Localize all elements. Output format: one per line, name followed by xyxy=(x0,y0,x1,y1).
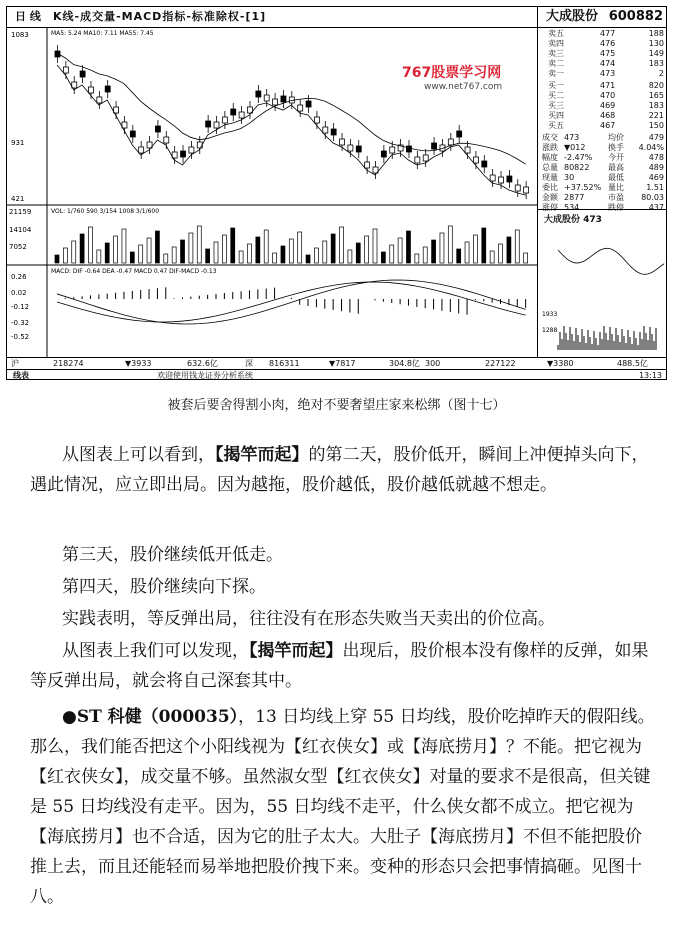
ma-legend: MA5: 5.24 MA10: 7.11 MA55: 7.45 xyxy=(51,30,154,37)
volume-bar xyxy=(373,229,377,263)
macd-pane xyxy=(57,280,526,324)
quote-stat-row: 委比 +37.52% 量比 1.51 xyxy=(542,183,664,192)
index-item: 632.6亿 xyxy=(187,359,218,368)
vol-tick-2: 14104 xyxy=(9,226,32,234)
quote-stat-row: 总量 80822 最高 489 xyxy=(542,163,664,172)
quote-row: 买五 467 150 xyxy=(548,121,664,130)
quote-stat-row: 现量 30 最低 469 xyxy=(542,173,664,182)
quote-row: 卖四 476 130 xyxy=(548,39,664,48)
volume-bars xyxy=(55,226,528,263)
quote-stat-row: 成交 473 均价 479 xyxy=(542,133,664,142)
candle-body xyxy=(164,137,169,143)
candle-body xyxy=(239,112,244,118)
stock-code: 600882 xyxy=(608,9,663,24)
volume-bar xyxy=(97,250,101,263)
volume-bar xyxy=(289,239,293,263)
volume-bar xyxy=(231,228,235,263)
status-bar xyxy=(7,369,667,380)
volume-bar xyxy=(139,245,143,263)
volume-bar xyxy=(507,237,511,263)
volume-bar xyxy=(323,241,327,263)
index-item: 488.5亿 xyxy=(617,359,648,368)
quote-row: 买一 471 820 xyxy=(548,81,664,90)
paragraph-6: ●ST 科健（000035），13 日均线上穿 55 日均线，股价吃掉昨天的假阳线。那么，我们能否把这个小阳线视为【红衣侠女】或【海底捞月】？不能。把它视为【红衣侠女】，成交量不够。虽然淑女型【红衣侠女】对量的要求不是很高，但关键是 55 日均线没有走平。因为，55 日均线不走平，什么侠女都不成立。把它视为【海底捞月】也不合适，因为它的肚子太大。大肚子【海底捞月】不但不能把股价推上去，而且还能轻而易举地把股价拽下来。变种的形态只会把事情搞砸。见图十八。 xyxy=(30,707,655,907)
stock-chart-screenshot xyxy=(6,6,667,380)
minichart-vol-tick: 1933 xyxy=(542,311,558,318)
candle-body xyxy=(406,146,411,152)
quote-stat-row: 幅度 -2.47% 今开 478 xyxy=(542,153,664,162)
index-item: ▼3380 xyxy=(547,359,574,368)
candle-body xyxy=(499,177,504,183)
volume-bar xyxy=(331,234,335,263)
candle-body xyxy=(515,185,520,191)
volume-bar xyxy=(440,233,444,263)
candle-body xyxy=(256,91,261,97)
candle-body xyxy=(97,97,102,103)
volume-bar xyxy=(432,240,436,263)
macd-tick-1: 0.26 xyxy=(11,273,27,281)
index-item: ▼3933 xyxy=(125,359,152,368)
quote-row: 卖五 477 188 xyxy=(548,29,664,38)
volume-bar xyxy=(88,227,92,263)
status-time: 13:13 xyxy=(638,371,662,380)
volume-bar xyxy=(473,235,477,263)
quote-row: 买三 469 183 xyxy=(548,101,664,110)
index-item: ▼7817 xyxy=(329,359,356,368)
paragraph-1: 从图表上可以看到，【揭竿而起】的第二天，股价低开，瞬间上冲便掉头向下，遇此情况，应立即出局。因为越拖，股价越低，股价越低就越不想走。 xyxy=(30,445,649,495)
macd-tick-5: -0.52 xyxy=(11,333,30,341)
candle-body xyxy=(448,139,453,145)
macd-legend: MACD: DIF -0.64 DEA -0.47 MACD 0.47 DIF-MACD -0.13 xyxy=(51,268,217,275)
figure-caption: 被套后要舍得割小肉，绝对不要奢望庄家来松绑（图十七） xyxy=(167,398,506,413)
candle-body xyxy=(105,86,110,92)
candle-body xyxy=(130,131,135,137)
volume-bar xyxy=(256,237,260,263)
candle-body xyxy=(181,151,186,157)
candle-body xyxy=(88,87,93,93)
index-item: 218274 xyxy=(53,359,84,368)
paragraph-4: 实践表明，等反弹出局，往往没有在形态失败当天卖出的价位高。 xyxy=(62,609,555,629)
volume-bar xyxy=(239,251,243,263)
volume-bar xyxy=(482,228,486,263)
candle-body xyxy=(340,139,345,145)
volume-bar xyxy=(415,254,419,263)
candle-body xyxy=(381,151,386,157)
volume-bar xyxy=(298,232,302,263)
volume-bar xyxy=(72,241,76,263)
candle-body xyxy=(80,71,85,77)
volume-bar xyxy=(189,233,193,263)
candle-body xyxy=(139,147,144,153)
volume-bar xyxy=(172,247,176,263)
candle-body xyxy=(524,187,529,193)
volume-bar xyxy=(524,253,528,263)
chart-title-bar xyxy=(7,7,537,28)
watermark-url: www.net767.com xyxy=(424,82,503,92)
volume-bar xyxy=(490,251,494,263)
volume-bar xyxy=(247,244,251,263)
price-tick-low: 421 xyxy=(11,195,25,203)
paragraph-3: 第四天，股价继续向下探。 xyxy=(62,577,266,597)
watermark-logo: 767股票学习网 xyxy=(402,65,502,81)
volume-bar xyxy=(448,226,452,263)
candle-body xyxy=(432,143,437,149)
volume-bar xyxy=(465,242,469,263)
price-tick-mid: 931 xyxy=(11,139,25,147)
volume-bar xyxy=(164,254,168,263)
vol-legend: VOL: 1/760 590 3/154 1008 3/1/600 xyxy=(51,208,160,215)
paragraph-5: 从图表上我们可以发现，【揭竿而起】出现后，股价根本没有像样的反弹，如果等反弹出局，就会将自己深套其中。 xyxy=(30,641,649,691)
index-item: 304.8亿 xyxy=(389,359,420,368)
candle-body xyxy=(482,161,487,167)
vol-tick-1: 21159 xyxy=(9,208,32,216)
index-item: 深 xyxy=(245,359,253,368)
candle-body xyxy=(390,147,395,153)
candle-body xyxy=(214,122,219,128)
volume-bar xyxy=(348,250,352,263)
volume-bar xyxy=(340,227,344,263)
chart-area[interactable] xyxy=(7,27,537,367)
candle-body xyxy=(465,147,470,153)
volume-bar xyxy=(147,238,151,263)
volume-bar xyxy=(423,247,427,263)
candle-body xyxy=(423,155,428,161)
index-item: 227122 xyxy=(485,359,516,368)
period-label[interactable]: 日 线 xyxy=(15,10,41,23)
candle-body xyxy=(206,121,211,127)
intraday-minichart[interactable] xyxy=(537,209,667,358)
indicator-title[interactable]: K线-成交量-MACD指标-标准除权-[1] xyxy=(53,10,267,23)
volume-bar xyxy=(80,234,84,263)
quote-stat-row: 涨停 534 跌停 437 xyxy=(542,203,664,212)
macd-tick-3: -0.12 xyxy=(11,303,30,311)
stock-name: 大成股份 xyxy=(546,9,599,24)
volume-bar xyxy=(55,255,59,263)
volume-bar xyxy=(381,252,385,263)
status-left[interactable]: 线表 xyxy=(13,371,29,380)
quote-panel xyxy=(537,27,667,212)
price-tick-top: 1083 xyxy=(11,31,29,39)
volume-bar xyxy=(356,243,360,263)
volume-bar xyxy=(457,249,461,263)
vol-tick-3: 7052 xyxy=(9,243,27,251)
volume-bar xyxy=(398,238,402,263)
candle-body xyxy=(155,126,160,132)
index-item: 816311 xyxy=(269,359,300,368)
minichart-svg xyxy=(538,210,667,358)
candle-body xyxy=(507,176,512,182)
volume-bar xyxy=(365,236,369,263)
candle-body xyxy=(63,67,68,73)
quote-stat-row: 金额 2877 市盈 80.03 xyxy=(542,193,664,202)
candle-body xyxy=(189,147,194,153)
watermark xyxy=(402,62,542,98)
candle-body xyxy=(473,157,478,163)
dea-line xyxy=(57,280,526,324)
candle-body xyxy=(314,117,319,123)
volume-bar xyxy=(406,231,410,263)
candle-body xyxy=(365,162,370,168)
minichart-line xyxy=(558,248,664,274)
volume-bar xyxy=(306,255,310,263)
quote-stat-row: 涨跌 ▼012 换手 4.04% xyxy=(542,143,664,152)
candle-body xyxy=(331,129,336,135)
paragraph-2: 第三天，股价继续低开低走。 xyxy=(62,545,283,565)
volume-bar xyxy=(197,226,201,263)
index-item: 沪 xyxy=(11,359,19,368)
volume-bar xyxy=(314,248,318,263)
candle-body xyxy=(323,127,328,133)
candle-body xyxy=(281,96,286,102)
candle-body xyxy=(197,142,202,148)
volume-bar xyxy=(281,246,285,263)
volume-bar xyxy=(105,243,109,263)
volume-bar xyxy=(390,245,394,263)
index-item: 300 xyxy=(425,359,441,368)
candle-body xyxy=(490,175,495,181)
volume-bar xyxy=(63,248,67,263)
quote-row: 卖三 475 149 xyxy=(548,49,664,58)
status-message: 欢迎使用钱龙证券分析系统 xyxy=(157,371,253,380)
volume-bar xyxy=(114,236,118,263)
volume-bar xyxy=(222,235,226,263)
candle-body xyxy=(273,99,278,105)
volume-bar xyxy=(122,229,126,263)
candle-body xyxy=(348,145,353,151)
volume-bar xyxy=(273,253,277,263)
volume-bar xyxy=(206,249,210,263)
candle-body xyxy=(415,157,420,163)
volume-bar xyxy=(155,231,159,263)
quote-row: 买二 470 165 xyxy=(548,91,664,100)
volume-bar xyxy=(264,230,268,263)
candle-body xyxy=(306,101,311,107)
candle-body xyxy=(356,146,361,152)
volume-bar xyxy=(214,242,218,263)
candle-body xyxy=(231,109,236,115)
candle-body xyxy=(264,95,269,101)
candle-body xyxy=(298,105,303,111)
volume-bar xyxy=(130,252,134,263)
macd-tick-2: 0.02 xyxy=(11,289,27,297)
candle-body xyxy=(457,131,462,137)
candle-body xyxy=(222,117,227,123)
minichart-vol-tick2: 1288 xyxy=(542,327,558,334)
quote-row: 卖二 474 183 xyxy=(548,59,664,68)
minichart-title: 大成股份 473 xyxy=(544,215,602,225)
quote-row: 卖一 473 2 xyxy=(548,69,664,78)
volume-bar xyxy=(181,240,185,263)
stock-header xyxy=(537,7,667,28)
macd-tick-4: -0.32 xyxy=(11,319,30,327)
quote-row: 买四 468 221 xyxy=(548,111,664,120)
volume-bar xyxy=(515,230,519,263)
volume-bar xyxy=(499,244,503,263)
